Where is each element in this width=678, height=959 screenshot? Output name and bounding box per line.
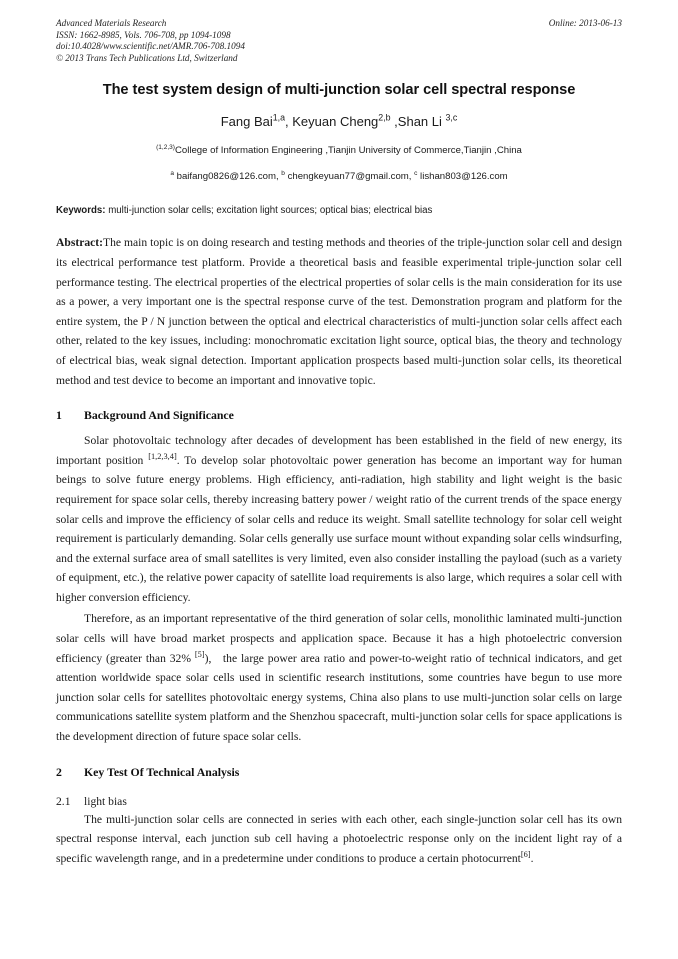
subsection-2-1-title: light bias	[84, 794, 127, 808]
author-3-name: Shan Li	[397, 114, 446, 130]
author-2-marker: 2,b	[378, 113, 391, 124]
section-1-number: 1	[56, 408, 62, 423]
journal-name: Advanced Materials Research	[56, 18, 167, 28]
section-2-heading	[56, 764, 622, 780]
abstract-block	[56, 233, 622, 390]
section-1-paragraph-1-text-a: Solar photovoltaic technology after decades of development has been established in the field of new energy, its important position	[56, 434, 622, 467]
affiliation-marker: (1,2,3)	[156, 144, 175, 152]
journal-issn: ISSN: 1662-8985, Vols. 706-708, pp 1094-1098	[56, 29, 231, 40]
journal-doi: doi:10.4028/www.scientific.net/AMR.706-708.1094	[56, 41, 245, 52]
subsection-2-1-number: 2.1	[56, 794, 71, 808]
section-1-paragraph-1-text-b: . To develop solar photovoltaic power generation has become an important way for human beings to solve future energy problems. High efficiency, anti-radiation, high stability and light weight is the basic requirement for space solar cells, thereby increasing battery power / weight ratio of the current trends of the space energy solar cells and improve the efficiency of solar cells and reduce its weight. Small satellite technology for solar cell weight requirement is particularly demanding. Solar cells generally use surface mount without expanding solar cells windsurfing, and the external surface area of small satellites is very limited, even also consider installing the payload (such as a variety of equipment, etc.), the relative power capacity of satellite load requirements is also large, which requires a solar cell with higher conversion efficiency.	[56, 453, 623, 604]
affiliation-line	[56, 144, 622, 157]
section-1-heading	[56, 407, 622, 423]
abstract-label: Abstract:	[56, 236, 104, 250]
online-date: Online: 2013-06-13	[548, 18, 622, 28]
section-1-paragraph-1	[56, 431, 622, 607]
section-1-paragraph-2-text-b: ), the large power area ratio and power-to-weight ratio of technical indicators, and get attention worldwide space solar cells used in scientific research institutions, some countries have begun to use more junction solar cells for satellites photovoltaic energy systems, China also plans to use multi-junction solar cells on large communications satellite system platform and the Shenzhou spacecraft, multi-junction solar cells for space applications is the development direction of future space solar cells.	[56, 651, 622, 744]
section-2-title: Key Test Of Technical Analysis	[84, 764, 240, 779]
author-sep-1: ,	[285, 114, 293, 130]
section-1-paragraph-2	[56, 609, 622, 746]
page-content	[56, 18, 622, 868]
author-1-name: Fang Bai	[220, 114, 273, 130]
paper-title: The test system design of multi-junction solar cell spectral response	[102, 82, 576, 99]
email-line	[56, 170, 622, 183]
email-address-a[interactable]: baifang0826@126.com,	[173, 171, 282, 183]
affiliation-text: College of Information Engineering ,Tianjin University of Commerce,Tianjin ,China	[174, 145, 522, 157]
email-marker-c: c	[414, 170, 418, 178]
citation-6: [6]	[520, 849, 531, 859]
section-2-paragraph-1-text-b: .	[530, 851, 534, 865]
keywords-label: Keywords:	[56, 205, 106, 217]
email-address-b[interactable]: chengkeyuan77@gmail.com,	[284, 171, 415, 183]
journal-copyright: © 2013 Trans Tech Publications Ltd, Switzerland	[56, 52, 238, 63]
email-marker-b: b	[281, 170, 285, 178]
keywords-value: multi-junction solar cells; excitation light sources; optical bias; electrical bias	[105, 205, 433, 217]
section-2-number: 2	[56, 764, 62, 779]
section-1-paragraph-2-text-a: Therefore, as an important representative of the third generation of solar cells, monolithic laminated multi-junction solar cells will have broad market prospects and application space. Because it has a high photoelectric conversion efficiency (greater than 32%	[56, 612, 622, 665]
citation-1234: [1,2,3,4]	[148, 451, 177, 461]
author-sep-2: ,	[390, 114, 398, 130]
citation-5: [5]	[194, 649, 205, 659]
author-list	[56, 113, 622, 130]
keywords-line	[56, 204, 622, 217]
journal-header	[56, 18, 622, 64]
email-address-c[interactable]: lishan803@126.com	[417, 171, 508, 183]
author-2-name: Keyuan Cheng	[292, 114, 379, 130]
abstract-text: The main topic is on doing research and testing methods and theories of the triple-junction solar cell and design its electrical performance test platform. Provide a theoretical basis and feasible experimental triple-junction solar cell performance testing. The electrical properties of the electrical properties of solar cells is the main consideration for its use as a power, a very important one is the spectral response curve of the test. Demonstration program and platform for the entire system, the P / N junction between the optical and electrical characteristics of multi-junction solar cells affect each other, related to the key issues, including: monochromatic excitation light source, optical bias, the theory and technology of electrical bias, weak signal detection. Important application prospects based multi-junction solar cells, its theoretical method and test device to become an important and innovative topic.	[56, 236, 622, 387]
section-1-title: Background And Significance	[84, 408, 234, 423]
section-2-paragraph-1	[56, 810, 622, 869]
author-1-marker: 1,a	[272, 113, 286, 124]
section-2-paragraph-1-text-a: The multi-junction solar cells are connected in series with each other, each single-junction solar cell has its own spectral response interval, each junction sub cell having a photoelectric response only on the incident light ray of a specific wavelength range, and in a predetermine under conditions to produce a certain photocurrent	[56, 812, 622, 865]
subsection-2-1-heading	[56, 794, 622, 810]
email-marker-a: a	[170, 170, 174, 178]
author-3-marker: 3,c	[445, 113, 458, 124]
